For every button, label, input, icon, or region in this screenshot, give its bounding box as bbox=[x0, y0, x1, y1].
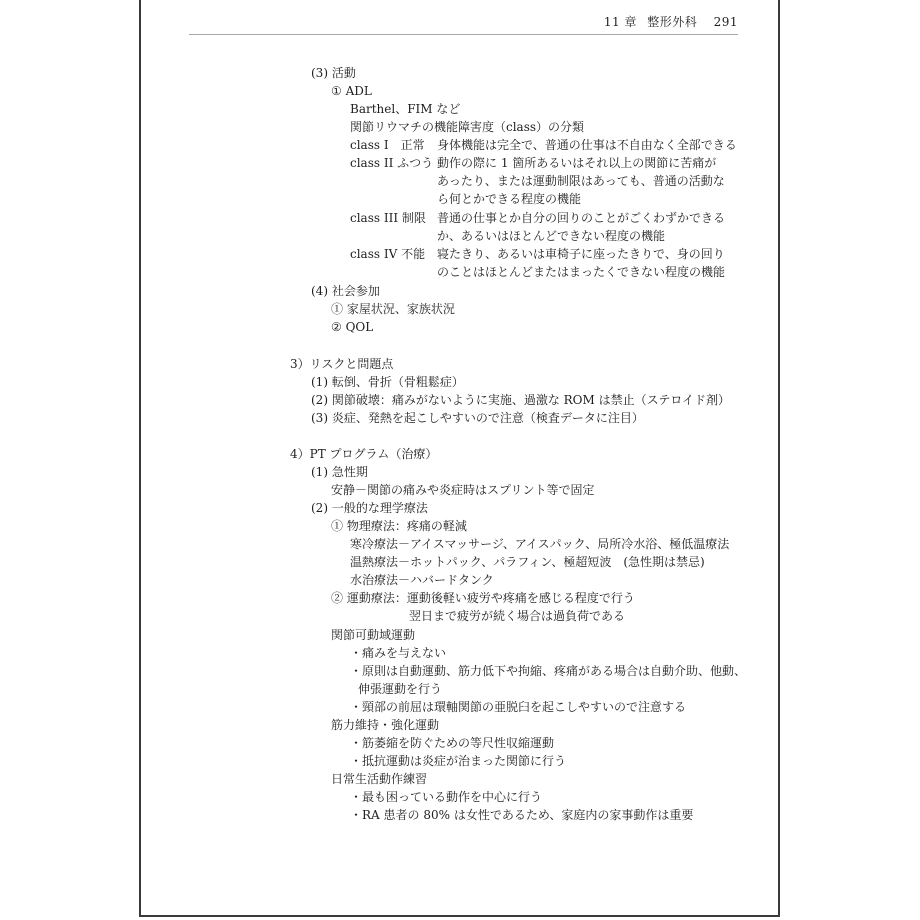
acute-text: 安静－関節の痛みや炎症時はスプリント等で固定 bbox=[331, 483, 595, 497]
physical-item-1: 寒冷療法－アイスマッサージ、アイスパック、局所冷水浴、極低温療法 bbox=[350, 537, 730, 551]
risk-item-1: (1) 転倒、骨折（骨粗鬆症） bbox=[311, 375, 464, 389]
rom-heading: 関節可動域運動 bbox=[331, 628, 416, 642]
exercise-therapy-heading: ② 運動療法：運動後軽い疲労や疼痛を感じる程度で行う bbox=[331, 591, 635, 605]
strength-heading: 筋力維持・強化運動 bbox=[331, 718, 440, 732]
physical-item-2: 温熱療法－ホットパック、パラフィン、極超短波 (急性期は禁忌) bbox=[350, 555, 705, 569]
class-4-line-2: のことはほとんどまたはまったくできない程度の機能 bbox=[437, 265, 726, 279]
barthel-text: Barthel、FIM など bbox=[350, 102, 461, 116]
acute-heading: (1) 急性期 bbox=[311, 465, 368, 479]
class-3-line-2: か、あるいはほとんどできない程度の機能 bbox=[437, 229, 666, 243]
adl-practice-heading: 日常生活動作練習 bbox=[331, 772, 428, 786]
general-pt-heading: (2) 一般的な理学療法 bbox=[311, 501, 428, 515]
running-header bbox=[604, 13, 738, 30]
class-3-label: class III 制限 bbox=[350, 211, 426, 225]
physical-item-3: 水治療法－ハバードタンク bbox=[350, 573, 494, 587]
social-item-2: ② QOL bbox=[331, 320, 374, 334]
class-4-line-1: 寝たきり、あるいは車椅子に座ったきりで、身の回り bbox=[437, 247, 725, 261]
physical-therapy-heading: ① 物理療法：疼痛の軽減 bbox=[331, 519, 467, 533]
rom-item-2-cont: 伸張運動を行う bbox=[358, 682, 443, 696]
section-heading-activity: (3) 活動 bbox=[311, 66, 356, 80]
class-2-line-2: あったり、または運動制限はあっても、普通の活動な bbox=[437, 174, 725, 188]
risk-item-2: (2) 関節破壊：痛みがないように実施、過激な ROM は禁止（ステロイド剤） bbox=[311, 393, 731, 407]
section-heading-risk: 3）リスクと問題点 bbox=[290, 357, 394, 371]
adl-practice-item-2: ・RA 患者の 80% は女性であるため、家庭内の家事動作は重要 bbox=[350, 808, 694, 822]
header-rule bbox=[189, 34, 738, 35]
class-2-line-3: ら何とかできる程度の機能 bbox=[437, 192, 582, 206]
class-1-line-1: 身体機能は完全で、普通の仕事は不自由なく全部できる bbox=[437, 138, 737, 152]
class-1-label: class I 正常 bbox=[350, 138, 425, 152]
class-4-label: class IV 不能 bbox=[350, 247, 426, 261]
ra-class-heading: 関節リウマチの機能障害度（class）の分類 bbox=[350, 120, 585, 134]
adl-practice-item-1: ・最も困っている動作を中心に行う bbox=[350, 790, 543, 804]
chapter-number: 11 章 bbox=[603, 15, 637, 29]
rom-item-2: ・原則は自動運動、筋力低下や拘縮、疼痛がある場合は自動介助、他動、 bbox=[350, 664, 747, 678]
section-heading-program: 4）PT プログラム（治療） bbox=[290, 447, 438, 461]
section-heading-social: (4) 社会参加 bbox=[311, 284, 380, 298]
strength-item-2: ・抵抗運動は炎症が治まった関節に行う bbox=[350, 754, 567, 768]
rom-item-1: ・痛みを与えない bbox=[350, 646, 447, 660]
adl-heading: ① ADL bbox=[331, 84, 372, 98]
class-3-line-1: 普通の仕事とか自分の回りのことがごくわずかできる bbox=[437, 211, 726, 225]
risk-item-3: (3) 炎症、発熱を起こしやすいので注意（検査データに注目） bbox=[311, 411, 644, 425]
class-2-line-1: 動作の際に 1 箇所あるいはそれ以上の関節に苦痛が bbox=[437, 156, 717, 170]
page-number: 291 bbox=[713, 15, 738, 29]
social-item-1: ① 家屋状況、家族状況 bbox=[331, 302, 455, 316]
chapter-title: 整形外科 bbox=[647, 15, 698, 29]
rom-item-3: ・頸部の前屈は環軸関節の亜脱臼を起こしやすいので注意する bbox=[350, 700, 687, 714]
strength-item-1: ・筋萎縮を防ぐための等尺性収縮運動 bbox=[350, 736, 555, 750]
exercise-therapy-note: 翌日まで疲労が続く場合は過負荷である bbox=[409, 609, 626, 623]
class-2-label: class II ふつう bbox=[350, 156, 434, 170]
